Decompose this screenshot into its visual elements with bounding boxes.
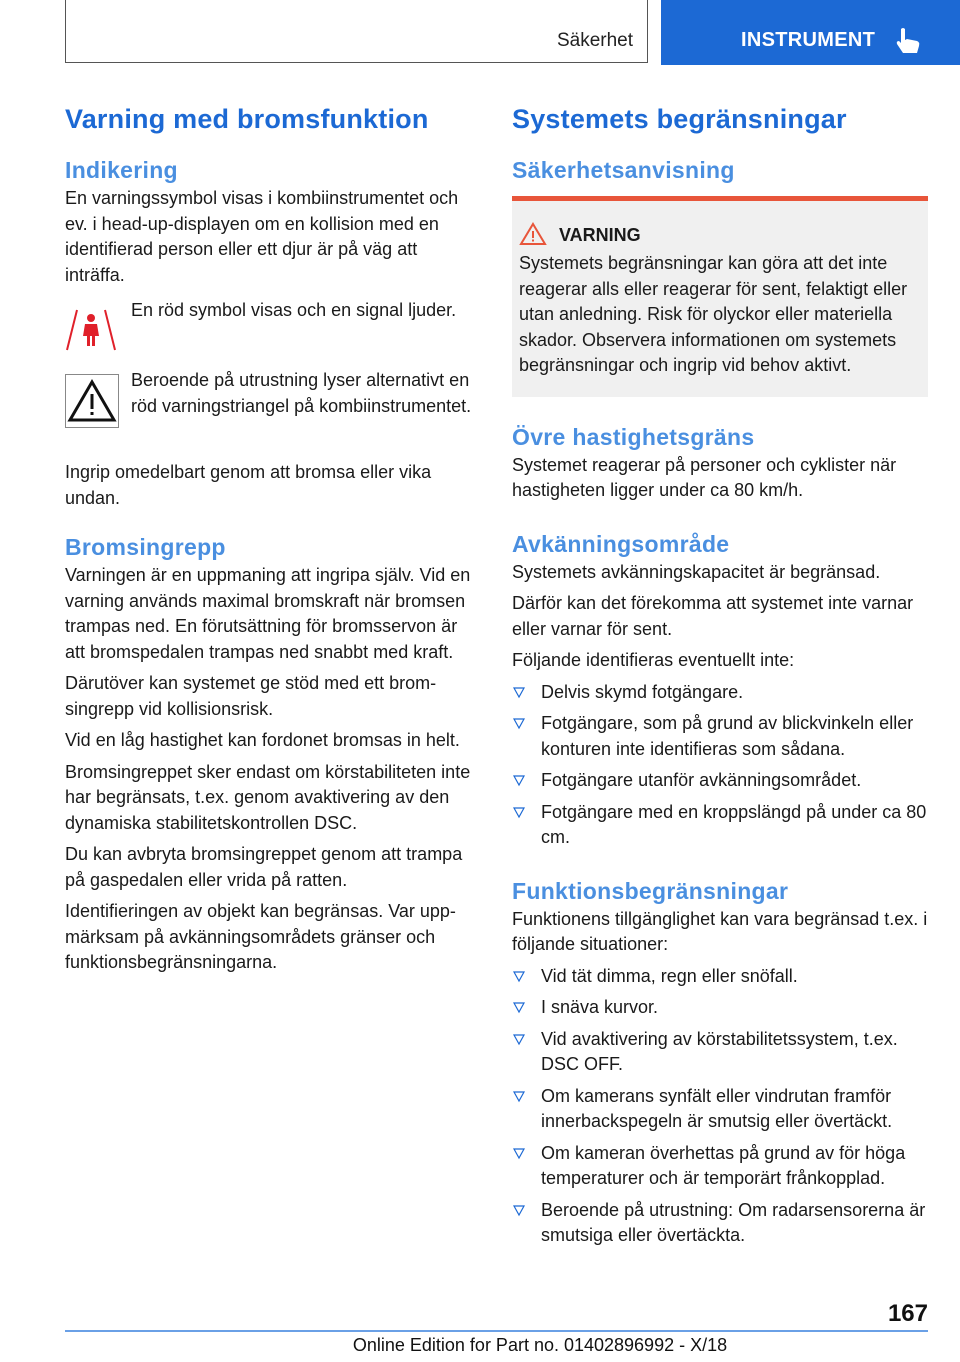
heading-function-limits: Funktionsbegränsningar	[512, 877, 789, 904]
heading-detection-range: Avkänningsområde	[512, 530, 730, 557]
header-section-box	[65, 0, 648, 63]
footer-edition: Online Edition for Part no. 01402896992 - X/18	[352, 1335, 728, 1355]
triangle-bullet-icon	[513, 971, 525, 983]
detection-list	[512, 680, 928, 851]
triangle-bullet-icon	[513, 807, 525, 819]
triangle-bullet-icon	[513, 1034, 525, 1046]
header-chapter-box	[661, 0, 960, 65]
page-number: 167	[887, 1300, 928, 1327]
limits-text: Funktionens tillgänglighet kan vara begränsad t.ex. i följande situationer:	[512, 908, 928, 954]
list-item: I snäva kurvor.	[512, 995, 928, 1021]
warning-header	[559, 221, 920, 249]
indication-action: Ingrip omedelbart genom att bromsa eller vika undan.	[65, 462, 432, 508]
braking-p2: Därutöver kan systemet ge stöd med ett bromsingrepp vid kollisionsrisk.	[65, 673, 437, 719]
warning-triangle-icon	[519, 222, 547, 246]
triangle-bullet-icon	[513, 1091, 525, 1103]
symbol1-text: En röd symbol visas och en signal ljuder.	[131, 300, 457, 320]
list-item: Vid avaktivering av körstabilitetssystem, t.ex. DSC OFF.	[512, 1027, 928, 1078]
heading-braking: Bromsingrepp	[65, 534, 226, 560]
triangle-bullet-icon	[513, 1148, 525, 1160]
triangle-bullet-icon	[513, 718, 525, 730]
braking-p1: Varningen är en uppmaning att ingripa själv. Vid en varning används maximal bromskraft när bromsen trampas ned. En förutsättning för bromsservon är att bromspedalen trampas ned snabbt med kraft.	[65, 565, 471, 662]
header-section-title: Säkerhet	[556, 30, 633, 51]
warning-label: VARNING	[559, 225, 641, 245]
heading-speed-limit: Övre hastighetsgräns	[512, 423, 755, 450]
braking-p3: Vid en låg hastighet kan fordonet bromsas in helt.	[65, 730, 460, 750]
limits-list	[512, 964, 928, 1249]
speed-text: Systemet reagerar på personer och cyklister när hastigheten ligger under ca 80 km/h.	[512, 454, 897, 500]
indication-intro: En varningssymbol visas i kombiinstrumentet och ev. i head-up-displayen om en kollision med en identifierad person eller ett djur är på väg att inträffa.	[65, 188, 459, 285]
hand-pointer-icon	[895, 27, 921, 55]
braking-p6: Identifieringen av objekt kan begränsas. Var uppmärksam på avkänningsområdets gränser och funktionsbegränsningarna.	[65, 901, 456, 972]
warning-triangle-icon	[65, 374, 119, 428]
list-item: Delvis skymd fotgängare.	[512, 680, 928, 706]
warning-text: Systemets begränsningar kan göra att det inte reagerar alls eller reagerar för sent, felaktigt eller utan anledning. Risk för olyckor eller materiella skador. Observera informationen om systemets begränsningar och ingrip vid behov aktivt.	[519, 253, 908, 375]
section-title-brake-warning: Varning med bromsfunktion	[65, 104, 429, 134]
braking-p4: Bromsingreppet sker endast om körstabiliteten inte har begränsats, t.ex. genom avaktivering av den dynamiska stabilitetskontrollen DSC.	[65, 761, 471, 833]
left-column	[65, 100, 475, 976]
list-item: Vid tät dimma, regn eller snöfall.	[512, 964, 928, 990]
list-item: Om kameran överhettas på grund av för höga temperaturer och är temporärt frånkopplad.	[512, 1141, 928, 1192]
detection-p2: Därför kan det förekomma att systemet inte varnar eller varnar för sent.	[512, 593, 914, 639]
detection-p1: Systemets avkänningskapacitet är begränsad.	[512, 561, 881, 582]
heading-indication: Indikering	[65, 157, 178, 183]
symbol-row-triangle	[65, 368, 475, 454]
list-item: Fotgängare, som på grund av blickvinkeln eller konturen inte identifieras som sådana.	[512, 711, 928, 762]
triangle-bullet-icon	[513, 687, 525, 699]
header-chapter-title: INSTRUMENT	[741, 29, 876, 51]
warning-box	[512, 196, 928, 397]
detection-p3: Följande identifieras eventuellt inte:	[512, 650, 795, 670]
list-item: Fotgängare med en kroppslängd på under ca 80 cm.	[512, 800, 928, 851]
symbol2-text: Beroende på utrustning lyser alternativt en röd varningstriangel på kombiinstrumentet.	[131, 370, 472, 416]
pedestrian-warning-icon	[65, 306, 117, 354]
list-item: Fotgängare utanför avkänningsområdet.	[512, 768, 928, 794]
triangle-bullet-icon	[513, 1002, 525, 1014]
list-item: Om kamerans synfält eller vindrutan framför innerbackspegeln är smutsig eller övertäckt.	[512, 1084, 928, 1135]
section-title-system-limits: Systemets begränsningar	[512, 104, 847, 134]
triangle-bullet-icon	[513, 1205, 525, 1217]
triangle-bullet-icon	[513, 775, 525, 787]
braking-p5: Du kan avbryta bromsingreppet genom att trampa på gaspedalen eller vrida på ratten.	[65, 844, 463, 890]
list-item: Beroende på utrustning: Om radarsensorerna är smutsiga eller övertäckta.	[512, 1198, 928, 1249]
heading-safety: Säkerhetsanvisning	[512, 157, 735, 183]
footer-divider	[65, 1330, 928, 1332]
right-column	[512, 100, 928, 1249]
symbol-row-red	[65, 298, 475, 364]
